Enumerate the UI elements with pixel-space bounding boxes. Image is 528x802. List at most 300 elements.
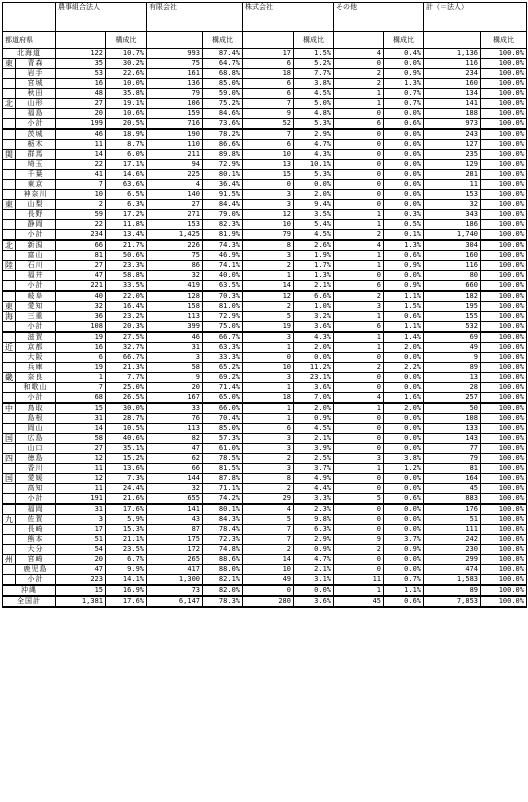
count-cell: 143 [424, 434, 481, 444]
count-cell: 17 [243, 49, 294, 59]
count-cell: 1 [334, 251, 384, 261]
count-cell: 280 [243, 596, 294, 607]
count-cell: 3 [243, 190, 294, 200]
count-cell: 186 [424, 220, 481, 230]
count-cell: 175 [147, 535, 203, 545]
ratio-cell: 40.0% [203, 271, 243, 281]
count-cell: 3 [243, 373, 294, 383]
count-cell: 195 [424, 302, 481, 312]
count-cell: 2 [243, 454, 294, 464]
count-cell: 0 [334, 424, 384, 434]
ratio-cell: 9.8% [294, 515, 334, 525]
ratio-cell: 100.0% [481, 393, 527, 404]
count-cell: 29 [243, 494, 294, 505]
count-cell: 53 [56, 69, 106, 79]
ratio-cell: 87.4% [203, 49, 243, 59]
table-row [3, 454, 527, 464]
ratio-cell: 4.3% [294, 332, 334, 343]
table-row [3, 150, 527, 160]
count-cell: 1 [243, 383, 294, 393]
count-cell: 80 [424, 271, 481, 281]
ratio-cell: 100.0% [481, 89, 527, 99]
count-cell: 40 [56, 291, 106, 302]
ratio-cell: 72.9% [203, 312, 243, 322]
ratio-cell: 0.0% [294, 585, 334, 596]
header-row-groups [3, 3, 527, 32]
ratio-cell: 40.6% [106, 434, 147, 444]
prefecture-name: 福島 [16, 109, 56, 119]
ratio-cell: 100.0% [481, 79, 527, 89]
count-cell: 1 [334, 99, 384, 109]
count-cell: 13 [243, 160, 294, 170]
ratio-cell: 2.0% [294, 190, 334, 200]
count-cell: 4 [243, 504, 294, 515]
count-cell: 265 [147, 555, 203, 565]
count-cell: 87 [147, 525, 203, 535]
corporation-table [2, 2, 527, 608]
count-cell: 158 [147, 302, 203, 312]
ratio-cell: 0.0% [384, 504, 424, 515]
count-cell: 59 [56, 210, 106, 220]
count-cell: 110 [147, 140, 203, 150]
ratio-cell: 100.0% [481, 230, 527, 241]
ratio-cell: 0.0% [294, 180, 334, 190]
count-cell: 7 [243, 99, 294, 109]
header-group: 計（＝法人） [424, 3, 527, 32]
ratio-cell: 0.9% [384, 545, 424, 555]
ratio-cell: 100.0% [481, 565, 527, 575]
ratio-cell: 71.1% [203, 484, 243, 494]
ratio-cell: 58.8% [106, 271, 147, 281]
ratio-cell: 84.6% [203, 109, 243, 119]
ratio-cell: 3.7% [294, 464, 334, 474]
region-label: 北 [3, 99, 16, 109]
count-cell: 0 [334, 140, 384, 150]
ratio-cell: 14.1% [106, 575, 147, 586]
count-cell: 106 [147, 99, 203, 109]
count-cell: 116 [424, 59, 481, 69]
prefecture-name: 宮城 [16, 79, 56, 89]
ratio-cell: 0.0% [384, 424, 424, 434]
count-cell: 9 [334, 535, 384, 545]
prefecture-name: 滋賀 [16, 332, 56, 343]
count-cell: 45 [424, 484, 481, 494]
ratio-cell: 7.7% [106, 373, 147, 383]
ratio-cell: 100.0% [481, 271, 527, 281]
ratio-cell: 0.9% [384, 69, 424, 79]
count-cell: 271 [147, 210, 203, 220]
ratio-cell: 75.2% [203, 99, 243, 109]
count-cell: 94 [147, 160, 203, 170]
ratio-cell: 4.8% [294, 109, 334, 119]
ratio-cell: 6.3% [106, 200, 147, 210]
count-cell: 3 [243, 251, 294, 261]
region-label [3, 129, 16, 140]
count-cell: 1 [334, 261, 384, 271]
region-label: 陸 [3, 261, 16, 271]
prefecture-name: 小計 [16, 575, 56, 586]
count-cell: 0 [334, 160, 384, 170]
header-ratio: 構成比 [481, 32, 527, 49]
count-cell: 7,853 [424, 596, 481, 607]
header-ratio: 構成比 [294, 32, 334, 49]
ratio-cell: 3.2% [294, 312, 334, 322]
ratio-cell: 1.2% [384, 464, 424, 474]
ratio-cell: 100.0% [481, 200, 527, 210]
region-label [3, 444, 16, 454]
prefecture-name: 小計 [16, 494, 56, 505]
count-cell: 136 [147, 79, 203, 89]
ratio-cell: 100.0% [481, 170, 527, 180]
count-cell: 235 [424, 150, 481, 160]
ratio-cell: 100.0% [481, 585, 527, 596]
count-cell: 243 [424, 129, 481, 140]
ratio-cell: 6.6% [294, 291, 334, 302]
ratio-cell: 100.0% [481, 434, 527, 444]
count-cell: 1 [334, 312, 384, 322]
table-row [3, 504, 527, 515]
table-row [3, 251, 527, 261]
count-cell: 0 [334, 353, 384, 363]
table-row [3, 160, 527, 170]
table-row [3, 109, 527, 119]
ratio-cell: 19.1% [106, 99, 147, 109]
prefecture-name: 岐阜 [16, 291, 56, 302]
prefecture-name: 山形 [16, 99, 56, 109]
ratio-cell: 100.0% [481, 180, 527, 190]
count-cell: 113 [147, 312, 203, 322]
count-cell: 27 [56, 444, 106, 454]
region-label [3, 271, 16, 281]
count-cell: 66 [147, 464, 203, 474]
ratio-cell: 61.0% [203, 444, 243, 454]
count-cell: 15 [56, 403, 106, 414]
ratio-cell: 78.2% [203, 129, 243, 140]
count-cell: 2 [243, 545, 294, 555]
ratio-cell: 4.5% [294, 424, 334, 434]
region-label [3, 89, 16, 99]
ratio-cell: 30.0% [106, 403, 147, 414]
count-cell: 199 [56, 119, 106, 130]
count-cell: 141 [424, 99, 481, 109]
ratio-cell: 78.3% [203, 596, 243, 607]
count-cell: 234 [424, 69, 481, 79]
prefecture-name: 兵庫 [16, 363, 56, 373]
header-group: 有限会社 [147, 3, 243, 32]
table-row [3, 484, 527, 494]
region-label [3, 464, 16, 474]
count-cell: 0 [243, 353, 294, 363]
ratio-cell: 0.0% [384, 525, 424, 535]
count-cell: 6,147 [147, 596, 203, 607]
prefecture-name: 三重 [16, 312, 56, 322]
count-cell: 75 [147, 59, 203, 69]
region-label [3, 332, 16, 343]
count-cell: 16 [56, 343, 106, 353]
ratio-cell: 100.0% [481, 240, 527, 251]
count-cell: 4 [334, 240, 384, 251]
count-cell: 46 [56, 129, 106, 140]
count-cell: 257 [424, 393, 481, 404]
ratio-cell: 0.6% [384, 312, 424, 322]
ratio-cell: 1.7% [294, 261, 334, 271]
ratio-cell: 6.3% [294, 525, 334, 535]
ratio-cell: 6.7% [106, 555, 147, 565]
count-cell: 0 [334, 525, 384, 535]
count-cell: 2 [334, 79, 384, 89]
count-cell: 48 [56, 89, 106, 99]
table-row [3, 565, 527, 575]
count-cell: 190 [147, 129, 203, 140]
ratio-cell: 21.3% [106, 363, 147, 373]
count-cell: 32 [147, 271, 203, 281]
ratio-cell: 75.0% [203, 322, 243, 333]
count-cell: 172 [147, 545, 203, 555]
ratio-cell: 100.0% [481, 220, 527, 230]
count-cell: 127 [424, 140, 481, 150]
table-row [3, 129, 527, 140]
ratio-cell: 0.0% [384, 180, 424, 190]
prefecture-name: 小計 [16, 393, 56, 404]
ratio-cell: 100.0% [481, 525, 527, 535]
ratio-cell: 70.4% [203, 414, 243, 424]
table-row [3, 535, 527, 545]
ratio-cell: 0.0% [384, 150, 424, 160]
ratio-cell: 68.8% [203, 69, 243, 79]
ratio-cell: 21.1% [106, 535, 147, 545]
count-cell: 0 [334, 484, 384, 494]
region-label [3, 565, 16, 575]
ratio-cell: 6.5% [106, 190, 147, 200]
header-blank [3, 3, 56, 32]
count-cell: 69 [424, 332, 481, 343]
region-label: 関 [3, 150, 16, 160]
ratio-cell: 2.3% [294, 504, 334, 515]
ratio-cell: 0.0% [384, 190, 424, 200]
count-cell: 32 [56, 302, 106, 312]
ratio-cell: 63.3% [203, 343, 243, 353]
region-label: 東 [3, 302, 16, 312]
count-cell: 0 [243, 180, 294, 190]
count-cell: 242 [424, 535, 481, 545]
ratio-cell: 86.6% [203, 140, 243, 150]
ratio-cell: 70.3% [203, 291, 243, 302]
ratio-cell: 78.4% [203, 525, 243, 535]
table-row [3, 170, 527, 180]
ratio-cell: 5.3% [294, 170, 334, 180]
ratio-cell: 100.0% [481, 99, 527, 109]
ratio-cell: 0.0% [384, 200, 424, 210]
region-label [3, 383, 16, 393]
ratio-cell: 23.5% [106, 545, 147, 555]
count-cell: 0 [334, 434, 384, 444]
count-cell: 1 [56, 373, 106, 383]
prefecture-name: 鹿児島 [16, 565, 56, 575]
table-row [3, 261, 527, 271]
count-cell: 8 [243, 474, 294, 484]
count-cell: 153 [424, 190, 481, 200]
count-cell: 1 [334, 343, 384, 353]
count-cell: 164 [424, 474, 481, 484]
ratio-cell: 100.0% [481, 343, 527, 353]
count-cell: 49 [243, 575, 294, 586]
table-row [3, 414, 527, 424]
region-label [3, 322, 16, 333]
count-cell: 31 [56, 504, 106, 515]
ratio-cell: 35.1% [106, 444, 147, 454]
ratio-cell: 3.9% [294, 444, 334, 454]
ratio-cell: 65.0% [203, 393, 243, 404]
ratio-cell: 3.7% [384, 535, 424, 545]
table-row [3, 343, 527, 353]
ratio-cell: 2.9% [294, 535, 334, 545]
count-cell: 22 [56, 220, 106, 230]
count-cell: 188 [424, 109, 481, 119]
count-cell: 0 [334, 444, 384, 454]
count-cell: 134 [424, 89, 481, 99]
ratio-cell: 0.0% [384, 170, 424, 180]
ratio-cell: 20.3% [106, 322, 147, 333]
prefecture-name: 広島 [16, 434, 56, 444]
count-cell: 45 [334, 596, 384, 607]
count-cell: 33 [147, 403, 203, 414]
ratio-cell: 3.1% [294, 575, 334, 586]
prefecture-name: 福岡 [16, 504, 56, 515]
table-row [3, 312, 527, 322]
count-cell: 4 [334, 393, 384, 404]
count-cell: 655 [147, 494, 203, 505]
ratio-cell: 100.0% [481, 464, 527, 474]
count-cell: 11 [56, 484, 106, 494]
prefecture-name: 新潟 [16, 240, 56, 251]
ratio-cell: 0.6% [384, 251, 424, 261]
table-row [3, 49, 527, 59]
ratio-cell: 82.1% [203, 575, 243, 586]
ratio-cell: 2.9% [294, 129, 334, 140]
prefecture-name: 福井 [16, 271, 56, 281]
region-label: 中 [3, 403, 16, 414]
prefecture-name: 秋田 [16, 89, 56, 99]
ratio-cell: 2.0% [294, 403, 334, 414]
prefecture-name: 高知 [16, 484, 56, 494]
count-cell: 417 [147, 565, 203, 575]
ratio-cell: 7.3% [106, 474, 147, 484]
ratio-cell: 2.6% [294, 240, 334, 251]
table-row [3, 220, 527, 230]
count-cell: 50 [424, 403, 481, 414]
count-cell: 973 [424, 119, 481, 130]
prefecture-name: 愛知 [16, 302, 56, 312]
table-row [3, 393, 527, 404]
count-cell: 0 [334, 515, 384, 525]
prefecture-name: 京都 [16, 343, 56, 353]
ratio-cell: 74.2% [203, 494, 243, 505]
ratio-cell: 69.2% [203, 373, 243, 383]
count-cell: 14 [56, 150, 106, 160]
count-cell: 221 [56, 281, 106, 292]
count-cell: 19 [56, 332, 106, 343]
ratio-cell: 9.4% [294, 200, 334, 210]
count-cell: 230 [424, 545, 481, 555]
count-cell: 27 [56, 99, 106, 109]
table-row [3, 69, 527, 79]
region-label [3, 170, 16, 180]
region-label: 東 [3, 59, 16, 69]
count-cell: 32 [147, 484, 203, 494]
ratio-cell: 3.6% [294, 322, 334, 333]
count-cell: 77 [424, 444, 481, 454]
count-cell: 9 [243, 109, 294, 119]
table-row [3, 373, 527, 383]
ratio-cell: 0.5% [384, 220, 424, 230]
table-row [3, 515, 527, 525]
count-cell: 7 [243, 535, 294, 545]
ratio-cell: 5.4% [294, 220, 334, 230]
count-cell: 141 [147, 504, 203, 515]
ratio-cell: 15.3% [106, 525, 147, 535]
ratio-cell: 100.0% [481, 414, 527, 424]
region-label [3, 281, 16, 292]
count-cell: 6 [243, 59, 294, 69]
table-row [3, 79, 527, 89]
ratio-cell: 100.0% [481, 596, 527, 607]
count-cell: 399 [147, 322, 203, 333]
count-cell: 3 [147, 353, 203, 363]
ratio-cell: 0.3% [384, 210, 424, 220]
count-cell: 79 [147, 89, 203, 99]
count-cell: 14 [56, 424, 106, 434]
ratio-cell: 1.4% [384, 332, 424, 343]
count-cell: 43 [147, 515, 203, 525]
ratio-cell: 1.6% [384, 393, 424, 404]
count-cell: 20 [147, 383, 203, 393]
count-cell: 167 [147, 393, 203, 404]
count-cell: 0 [243, 585, 294, 596]
table-row [3, 332, 527, 343]
ratio-cell: 2.0% [384, 343, 424, 353]
count-cell: 2 [334, 545, 384, 555]
prefecture-name: 千葉 [16, 170, 56, 180]
count-cell: 116 [424, 261, 481, 271]
region-label [3, 251, 16, 261]
prefecture-name: 和歌山 [16, 383, 56, 393]
count-cell: 2 [334, 230, 384, 241]
ratio-cell: 74.8% [203, 545, 243, 555]
ratio-cell: 84.4% [203, 200, 243, 210]
region-label: 四 [3, 454, 16, 464]
ratio-cell: 2.1% [294, 281, 334, 292]
count-cell: 1,740 [424, 230, 481, 241]
count-cell: 6 [243, 424, 294, 434]
count-cell: 36 [56, 312, 106, 322]
ratio-cell: 80.1% [203, 504, 243, 515]
ratio-cell: 10.6% [106, 109, 147, 119]
count-cell: 15 [56, 585, 106, 596]
ratio-cell: 16.9% [106, 585, 147, 596]
region-label [3, 575, 16, 586]
ratio-cell: 100.0% [481, 454, 527, 464]
ratio-cell: 35.8% [106, 89, 147, 99]
table-row [3, 59, 527, 69]
count-cell: 20 [56, 109, 106, 119]
count-cell: 51 [424, 515, 481, 525]
ratio-cell: 100.0% [481, 109, 527, 119]
table-row [3, 363, 527, 373]
ratio-cell: 11.2% [294, 363, 334, 373]
prefecture-name: 北海道 [3, 49, 56, 59]
ratio-cell: 6.0% [106, 150, 147, 160]
ratio-cell: 7.0% [294, 393, 334, 404]
